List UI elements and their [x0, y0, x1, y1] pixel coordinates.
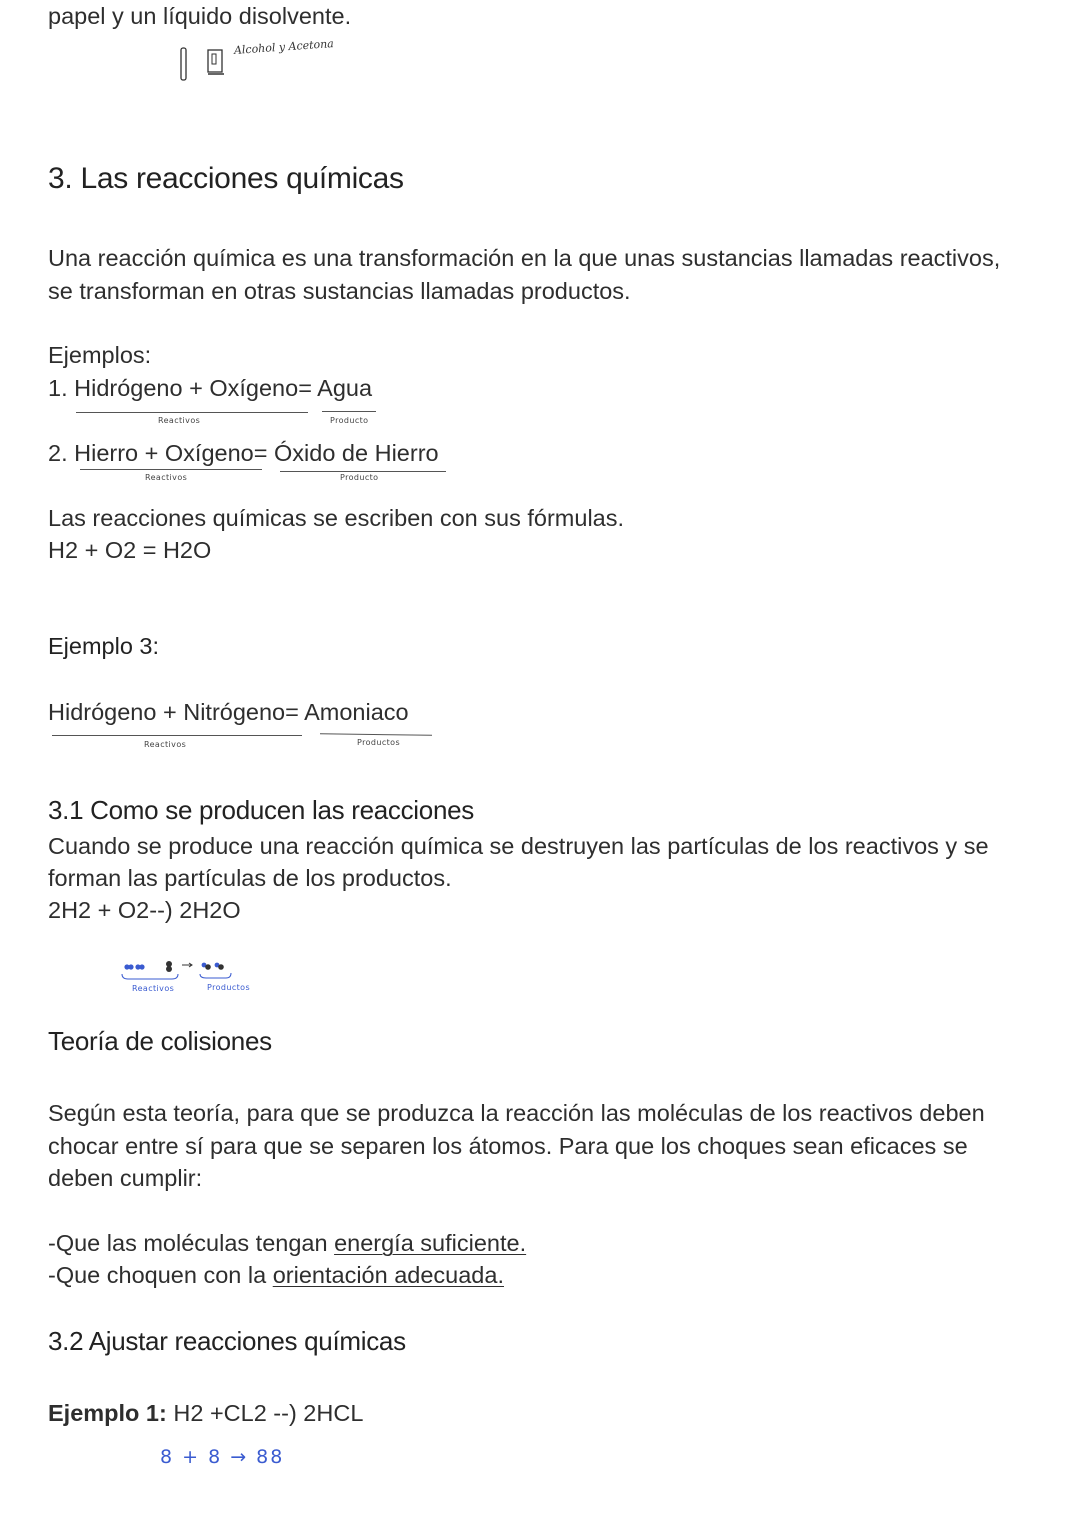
balancing-sketch: 8 + 8 → 88 [160, 1446, 285, 1468]
example-2-reactants: Hierro + Oxígeno [74, 440, 254, 466]
section-3-2-title: 3.2 Ajustar reacciones químicas [48, 1326, 406, 1356]
example-2-product: Óxido de Hierro [274, 440, 439, 466]
example-1-product-underline [322, 411, 376, 412]
example-3 [48, 696, 409, 729]
example-2 [48, 437, 439, 470]
definition-line-1: Una reacción química es una transformación en la que unas sustancias llamadas reactivos, [48, 245, 1001, 271]
collision-line-3: deben cumplir: [48, 1165, 203, 1191]
example-1-product: Agua [317, 375, 373, 401]
example-2-product-underline [280, 471, 446, 472]
example-3-reactants-note: Reactivos [144, 740, 187, 749]
definition-line-2: se transforman en otras sustancias llamadas productos. [48, 278, 631, 304]
formula: H2 + O2 = H2O [48, 537, 212, 563]
collision-line-1: Según esta teoría, para que se produzca la reacción las moléculas de los reactivos deben [48, 1100, 985, 1126]
example-3-label: Ejemplo 3: [48, 633, 160, 659]
section-3-1-line-2: forman las partículas de los productos. [48, 865, 452, 891]
examples-label: Ejemplos: [48, 342, 152, 368]
example-3-reactants: Hidrógeno + Nitrógeno [48, 699, 286, 725]
section-3-2-example-1-label: Ejemplo 1: [48, 1400, 167, 1426]
collision-line-2: chocar entre sí para que se separen los átomos. Para que los choques sean eficaces se [48, 1133, 968, 1159]
example-2-num: 2. [48, 440, 75, 466]
beaker-icon [208, 50, 222, 72]
section-3-1-title: 3.1 Como se producen las reacciones [48, 795, 474, 825]
section-3-2-example-1-equation: H2 +CL2 --) 2HCL [166, 1400, 364, 1426]
sketch-note: Alcohol y Acetona [233, 37, 335, 57]
example-1-num: 1. [48, 375, 75, 401]
condition-1-underlined: energía suficiente. [334, 1230, 527, 1256]
section-3-1-line-1: Cuando se produce una reacción química se destruyen las partículas de los reactivos y se [48, 833, 989, 859]
example-3-reactants-underline [52, 735, 302, 736]
example-2-reactants-underline [80, 469, 262, 470]
formulas-line: Las reacciones químicas se escriben con sus fórmulas. [48, 505, 625, 531]
example-1 [48, 372, 372, 405]
example-3-eq: = [285, 699, 305, 725]
example-2-eq: = [253, 440, 275, 466]
top-text: papel y un líquido disolvente. [48, 3, 352, 29]
section-3-title: 3. Las reacciones químicas [48, 162, 404, 195]
condition-2 [48, 1259, 504, 1292]
condition-2-prefix: -Que choquen con la [48, 1262, 273, 1288]
test-tube-icon [181, 48, 186, 80]
example-3-product-note: Productos [357, 738, 401, 747]
example-1-reactants-underline [76, 412, 308, 413]
section-3-1-equation: 2H2 + O2--) 2H2O [48, 897, 241, 923]
example-1-reactants: Hidrógeno + Oxígeno [74, 375, 299, 401]
example-1-reactants-note: Reactivos [158, 416, 201, 425]
condition-1 [48, 1227, 526, 1260]
molecule-sketch-right-note: Productos [207, 983, 251, 992]
example-1-eq: = [298, 375, 318, 401]
test-tube-sketch [178, 44, 218, 84]
condition-2-underlined: orientación adecuada. [272, 1262, 504, 1288]
collision-title: Teoría de colisiones [48, 1026, 272, 1056]
example-1-product-note: Producto [330, 416, 369, 425]
example-3-product-underline [320, 733, 432, 736]
condition-1-prefix: -Que las moléculas tengan [48, 1230, 335, 1256]
molecule-sketch-left-note: Reactivos [132, 984, 175, 993]
example-2-reactants-note: Reactivos [145, 473, 188, 482]
example-3-product: Amoniaco [304, 699, 409, 725]
section-3-2-example-1 [48, 1397, 363, 1430]
example-2-product-note: Producto [340, 473, 379, 482]
